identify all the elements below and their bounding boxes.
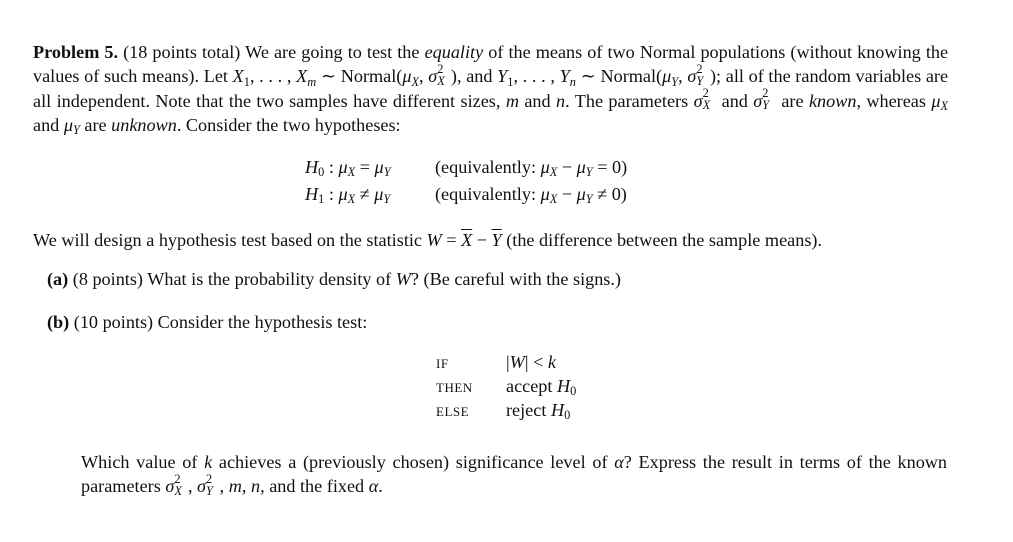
math-w-definition: $W = \overline{X} - \overline{Y}$ <box>426 230 502 250</box>
intro-text: . The parameters <box>565 90 689 111</box>
math-k: k <box>204 452 213 472</box>
rule-then-action: accept $H_0$ <box>506 376 577 399</box>
part-b <box>47 310 367 334</box>
math-n: n <box>556 90 566 111</box>
intro-text: . Consider the two hypotheses: <box>176 114 401 135</box>
rule-if-line <box>436 351 556 375</box>
intro-text: , whereas <box>856 90 926 111</box>
part-a-text: What is the probability density of <box>147 269 392 289</box>
h0-equiv-math: $\mu_X - \mu_Y = 0$) <box>540 157 628 180</box>
intro-text: are <box>781 90 804 111</box>
rule-if-keyword: IF <box>436 356 449 371</box>
problem-heading: Problem 5. <box>33 42 119 62</box>
rule-then-line <box>436 375 576 399</box>
part-a-text: ? (Be careful with the signs.) <box>410 269 621 289</box>
rule-else-line <box>436 399 570 423</box>
h0-statement: $H_0$ : $\mu_X = \mu_Y$ <box>305 157 391 180</box>
intro-text: and <box>524 90 551 111</box>
part-b-label: (b) <box>47 312 70 332</box>
math-m: m <box>505 90 519 111</box>
math-w: W <box>395 269 411 289</box>
question-text: achieves a (previously chosen) significance level of <box>218 452 608 472</box>
h1-equiv-label: (equivalently: <box>435 184 537 204</box>
rule-reject-text: reject <box>506 400 547 420</box>
question-text: ? Express the result in terms of the known parameters <box>81 452 948 497</box>
problem-points: (18 points total) <box>123 42 241 62</box>
math-mu-x: $\mu_X$ <box>931 90 949 114</box>
question-text: Which value of <box>81 452 198 472</box>
intro-text: are <box>84 114 107 135</box>
math-sigma-y: σ 2 Y <box>753 86 770 113</box>
intro-text: and <box>721 90 748 111</box>
intro-unknown: unknown <box>111 114 177 135</box>
math-sigma-x: σ 2 X <box>693 86 711 113</box>
hypothesis-h1 <box>305 182 627 206</box>
math-y-sample: $Y_1$, . . . , $Y_n$ ∼ $Normal(\mu_Y$, σ 2 Y ) <box>497 62 717 89</box>
question-text: , and the fixed <box>260 476 365 497</box>
statistic-sentence <box>33 228 963 252</box>
statistic-text: (the difference between the sample means). <box>506 230 822 250</box>
h0-equiv-label: (equivalently: <box>435 157 537 177</box>
rule-accept-text: accept <box>506 376 553 396</box>
part-b-text: Consider the hypothesis test: <box>157 312 368 332</box>
intro-text: and <box>466 66 493 87</box>
math-params: σ 2 X , σ 2 Y , m, n <box>165 472 261 498</box>
intro-text: and <box>33 114 60 135</box>
rule-if-condition: |W| < k <box>506 352 556 372</box>
rule-else-action: reject $H_0$ <box>506 400 571 423</box>
h1-equiv-math: $\mu_X - \mu_Y \ne 0$) <box>540 184 627 207</box>
math-alpha-final: α. <box>368 476 383 497</box>
part-a-points: (8 points) <box>72 269 143 289</box>
intro-text: ; all of the random variables are all independent. Note that the two samples have different sizes, <box>33 66 949 111</box>
math-mu-y: $\mu_Y$ <box>63 114 80 138</box>
rule-then-keyword: THEN <box>436 380 473 395</box>
intro-text: We are going to test the <box>245 42 420 62</box>
intro-known: known <box>808 90 857 111</box>
problem-intro <box>33 40 948 137</box>
rule-else-keyword: ELSE <box>436 404 470 419</box>
math-x-sample: $X_1$, . . . , $X_m$ ∼ $Normal(\mu_X$, σ 2 X ), <box>232 62 462 89</box>
intro-text: of the means of two Normal populations (without knowing the values of such means). Let <box>33 42 949 87</box>
hypothesis-h0 <box>305 155 627 179</box>
part-b-question <box>81 450 947 499</box>
part-a <box>47 267 621 291</box>
part-a-label: (a) <box>47 269 69 289</box>
intro-emphasis: equality <box>424 42 484 62</box>
math-alpha: α <box>614 452 624 472</box>
h1-statement: $H_1$ : $\mu_X \ne \mu_Y$ <box>305 184 391 207</box>
part-b-points: (10 points) <box>73 312 154 332</box>
statistic-text: We will design a hypothesis test based on the statistic <box>33 230 422 250</box>
